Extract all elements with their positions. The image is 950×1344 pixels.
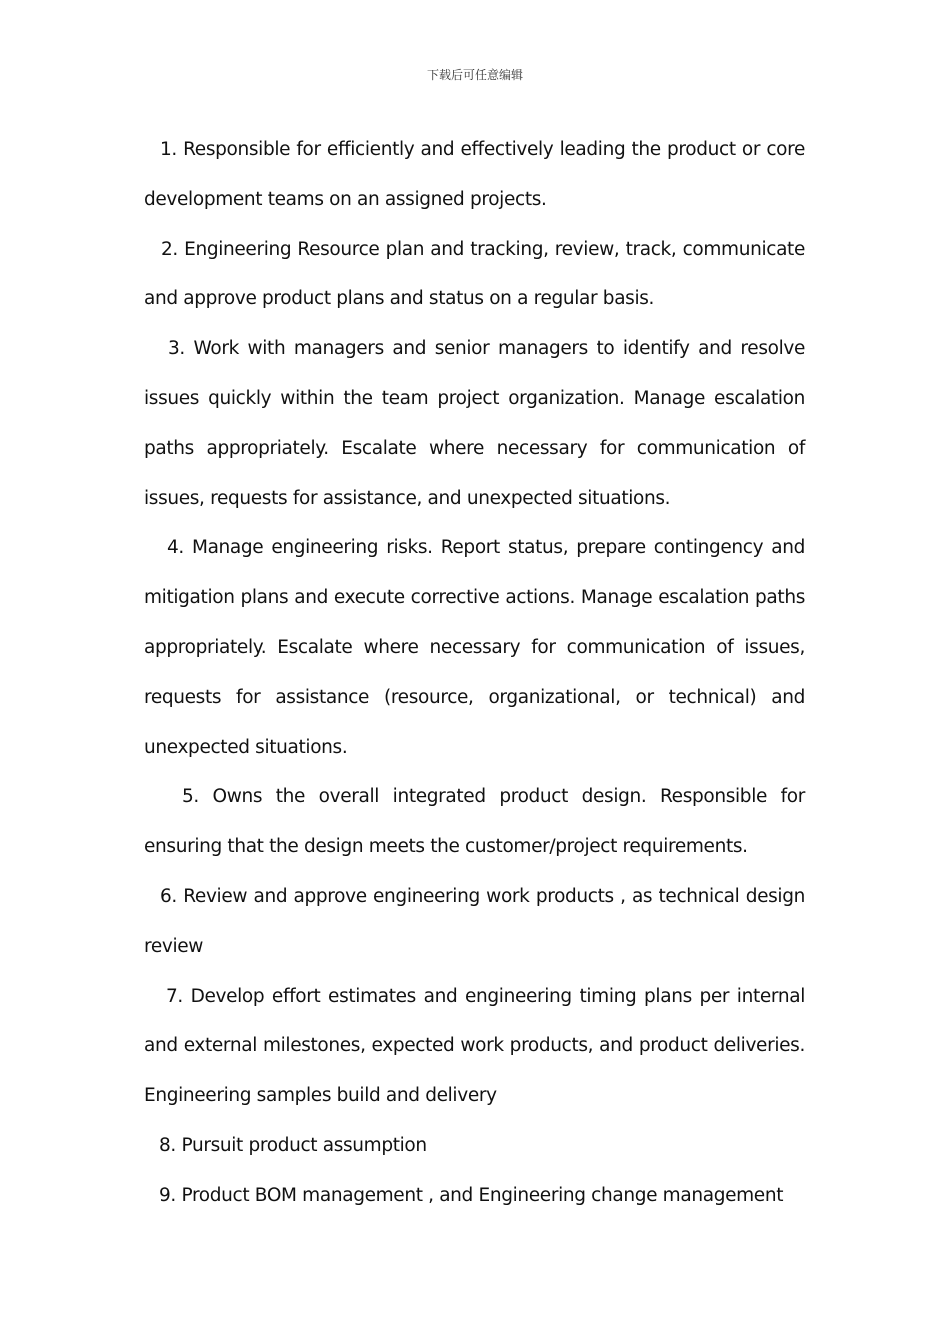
list-item: 9. Product BOM management , and Engineering change management <box>159 1184 784 1206</box>
page-header: 下载后可任意编辑 <box>426 68 523 82</box>
list-item: 7. Develop effort estimates and engineering timing plans per internal and external milestones, expected work products, and product deliveries. Engineering samples build and delivery <box>144 985 805 1107</box>
list-item: 5. Owns the overall integrated product design. Responsible for ensuring that the design meets the customer/project requirements. <box>144 786 805 858</box>
list-item: 8. Pursuit product assumption <box>159 1134 427 1156</box>
list-item: 4. Manage engineering risks. Report status, prepare contingency and mitigation plans and execute corrective actions. Manage escalation paths appropriately. Escalate where necessary for communication of issues, requests for assistance (resource, organizational, or technical) and unexpected situations. <box>144 537 805 758</box>
list-item: 6. Review and approve engineering work products , as technical design review <box>144 885 805 957</box>
list-item: 2. Engineering Resource plan and tracking, review, track, communicate and approve product plans and status on a regular basis. <box>144 238 805 310</box>
document-body <box>144 125 805 1221</box>
list-item: 1. Responsible for efficiently and effectively leading the product or core development teams on an assigned projects. <box>144 139 805 210</box>
list-item: 3. Work with managers and senior managers to identify and resolve issues quickly within the team project organization. Manage escalation paths appropriately. Escalate where necessary for communication of issues, requests for assistance, and unexpected situations. <box>144 338 805 509</box>
